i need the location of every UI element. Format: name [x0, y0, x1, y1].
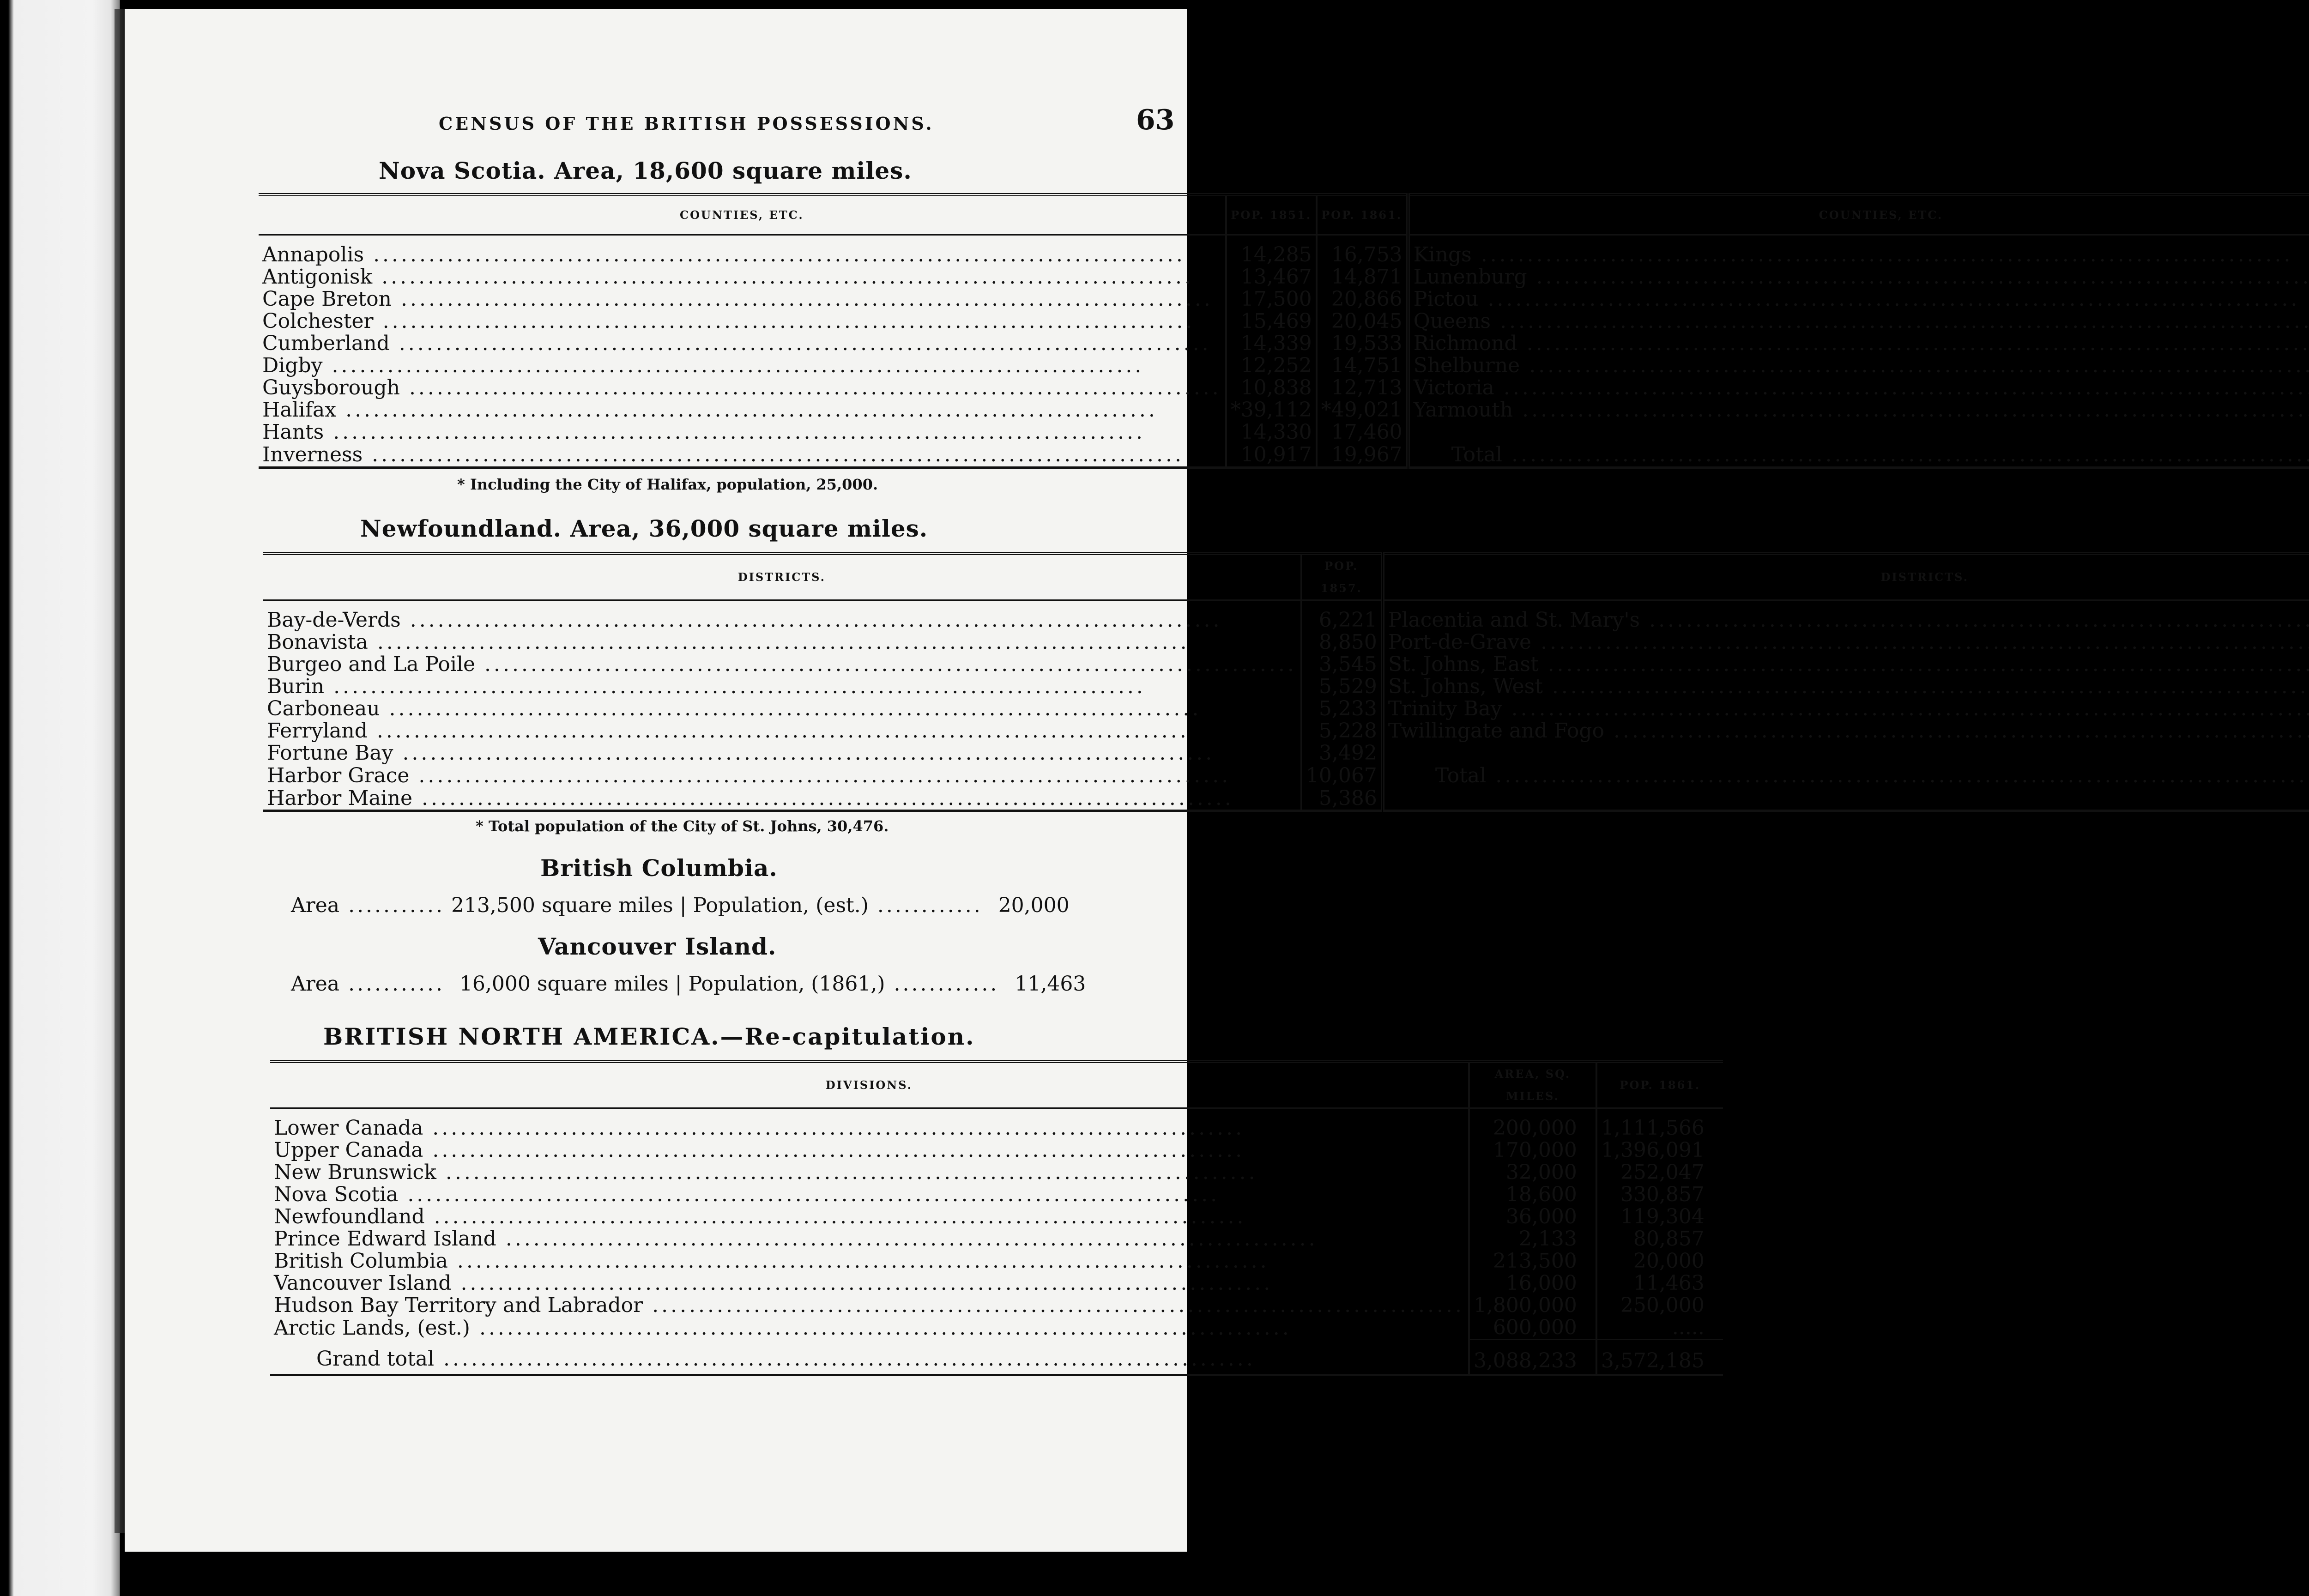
- pop-1851: 10,838: [1226, 377, 1317, 399]
- county-name: Cumberland .....: [259, 332, 1226, 355]
- area-value: 16,000 square miles: [459, 972, 669, 996]
- county-name: Queens .....: [1408, 310, 2309, 332]
- district-name: St. Johns, East .....: [1383, 653, 2309, 676]
- table-row: [263, 609, 2309, 631]
- population-label: Population, (est.) .....: [693, 894, 983, 917]
- division-name: Lower Canada .....: [270, 1117, 1469, 1139]
- county-name: Annapolis .....: [259, 244, 1226, 266]
- british-columbia-area-line: Area ..... 213,500 square miles | Population, (est.) ..... 20,000: [291, 894, 1070, 917]
- pop-1861: 1,111,566: [1596, 1117, 1723, 1139]
- column-header: AREA, SQ. MILES.: [1469, 1062, 1596, 1108]
- column-header: DISTRICTS.: [263, 554, 1301, 600]
- running-title: CENSUS OF THE BRITISH POSSESSIONS.: [439, 113, 934, 134]
- district-name: Trinity Bay .....: [1383, 698, 2309, 720]
- pop-1861: 19,967: [1317, 443, 1408, 467]
- pop-1851: 13,467: [1226, 266, 1317, 288]
- area-sq-miles: 213,500: [1469, 1250, 1596, 1272]
- district-name: Carboneau .....: [263, 698, 1301, 720]
- vancouver-island-title: Vancouver Island.: [538, 933, 777, 960]
- table-row: [259, 244, 2309, 266]
- pop-1851: 12,252: [1226, 355, 1317, 377]
- population-value: 20,000: [998, 894, 1070, 917]
- pop-1857: 6,221: [1301, 609, 1383, 631]
- newfoundland-title: Newfoundland. Area, 36,000 square miles.: [360, 515, 928, 542]
- area-sq-miles: 200,000: [1469, 1117, 1596, 1139]
- pop-1857: 5,529: [1301, 676, 1383, 698]
- pop-1857: 5,228: [1301, 720, 1383, 742]
- county-name: Antigonisk .....: [259, 266, 1226, 288]
- area-label: Area .....: [291, 972, 445, 996]
- district-name: Harbor Maine .....: [263, 787, 1301, 811]
- division-name: Arctic Lands, (est.) .....: [270, 1317, 1469, 1340]
- pop-1857: 3,492: [1301, 742, 1383, 764]
- county-name: Yarmouth .....: [1408, 399, 2309, 421]
- pop-1857: 5,233: [1301, 698, 1383, 720]
- division-name: Hudson Bay Territory and Labrador .....: [270, 1294, 1469, 1317]
- column-header: DIVISIONS.: [270, 1062, 1469, 1108]
- area-sq-miles: 2,133: [1469, 1228, 1596, 1250]
- table-row: [263, 698, 2309, 720]
- area-sq-miles: 18,600: [1469, 1184, 1596, 1206]
- population-label: Population, (1861,) .....: [689, 972, 999, 996]
- pop-1851: 14,330: [1226, 421, 1317, 443]
- pop-1857: 8,850: [1301, 631, 1383, 653]
- grand-total-label: Grand total .....: [270, 1340, 1469, 1375]
- grand-total-pop: 3,572,185: [1596, 1340, 1723, 1375]
- table-row: [270, 1228, 1723, 1250]
- area-sq-miles: 170,000: [1469, 1139, 1596, 1161]
- county-name: Inverness .....: [259, 443, 1226, 467]
- county-name: Shelburne .....: [1408, 355, 2309, 377]
- table-row: [263, 631, 2309, 653]
- district-name: Bay-de-Verds .....: [263, 609, 1301, 631]
- table-row: [259, 332, 2309, 355]
- pop-1861: 19,533: [1317, 332, 1408, 355]
- division-name: Newfoundland .....: [270, 1206, 1469, 1228]
- column-header: POP. 1861.: [1317, 195, 1408, 235]
- pop-1851: *39,112: [1226, 399, 1317, 421]
- table-row: [270, 1184, 1723, 1206]
- district-name: Fortune Bay .....: [263, 742, 1301, 764]
- table-row: [259, 421, 2309, 443]
- district-name: Burgeo and La Poile .....: [263, 653, 1301, 676]
- area-label: Area .....: [291, 894, 445, 917]
- table-row: [259, 355, 2309, 377]
- pop-1861: 20,045: [1317, 310, 1408, 332]
- district-name: Bonavista .....: [263, 631, 1301, 653]
- nova-scotia-table: [259, 193, 2309, 469]
- table-row: [270, 1139, 1723, 1161]
- pop-1861: 20,866: [1317, 288, 1408, 310]
- pop-1851: 10,917: [1226, 443, 1317, 467]
- division-name: Upper Canada .....: [270, 1139, 1469, 1161]
- recapitulation-title: BRITISH NORTH AMERICA.—Re-capitulation.: [323, 1023, 975, 1050]
- district-name: Placentia and St. Mary's .....: [1383, 609, 2309, 631]
- table-row: [270, 1206, 1723, 1228]
- county-name: Lunenburg .....: [1408, 266, 2309, 288]
- pop-1861: 20,000: [1596, 1250, 1723, 1272]
- division-name: Nova Scotia .....: [270, 1184, 1469, 1206]
- pop-1861: 252,047: [1596, 1161, 1723, 1184]
- pop-1861: 17,460: [1317, 421, 1408, 443]
- column-header: DISTRICTS.: [1383, 554, 2309, 600]
- county-name: Halifax .....: [259, 399, 1226, 421]
- newfoundland-table: [263, 552, 2309, 812]
- grand-total-row: [270, 1340, 1723, 1375]
- area-sq-miles: 16,000: [1469, 1272, 1596, 1294]
- pop-1857: 3,545: [1301, 653, 1383, 676]
- county-name: Digby .....: [259, 355, 1226, 377]
- total-label: Total .....: [1408, 443, 2309, 467]
- district-name: Burin .....: [263, 676, 1301, 698]
- column-header: COUNTIES, ETC.: [259, 195, 1226, 235]
- table-row: [259, 266, 2309, 288]
- pop-1861: 14,751: [1317, 355, 1408, 377]
- pop-1861: *49,021: [1317, 399, 1408, 421]
- area-sq-miles: 1,800,000: [1469, 1294, 1596, 1317]
- pop-1861: 11,463: [1596, 1272, 1723, 1294]
- pop-1861: 14,871: [1317, 266, 1408, 288]
- column-header: POP. 1851.: [1226, 195, 1317, 235]
- nova-scotia-title: Nova Scotia. Area, 18,600 square miles.: [379, 157, 912, 184]
- page-header: [439, 104, 1175, 141]
- district-name: Ferryland .....: [263, 720, 1301, 742]
- pop-1851: 14,285: [1226, 244, 1317, 266]
- division-name: New Brunswick .....: [270, 1161, 1469, 1184]
- pop-1861: 80,857: [1596, 1228, 1723, 1250]
- recapitulation-table: [270, 1060, 1723, 1376]
- table-row: [259, 288, 2309, 310]
- table-row: [270, 1117, 1723, 1139]
- pop-1861: .....: [1596, 1317, 1723, 1340]
- book-page: [125, 9, 1969, 1552]
- total-label: Total .....: [1383, 764, 2309, 787]
- pop-1851: 14,339: [1226, 332, 1317, 355]
- table-row: [263, 676, 2309, 698]
- population-value: 11,463: [1015, 972, 1086, 996]
- pop-1861: 16,753: [1317, 244, 1408, 266]
- british-columbia-title: British Columbia.: [540, 854, 778, 882]
- division-name: Prince Edward Island .....: [270, 1228, 1469, 1250]
- division-name: Vancouver Island .....: [270, 1272, 1469, 1294]
- pop-1861: 1,396,091: [1596, 1139, 1723, 1161]
- table-row: [263, 653, 2309, 676]
- pop-1851: 17,500: [1226, 288, 1317, 310]
- area-sq-miles: 600,000: [1469, 1317, 1596, 1340]
- district-name: Harbor Grace .....: [263, 764, 1301, 787]
- county-name: Colchester .....: [259, 310, 1226, 332]
- pop-1861: 119,304: [1596, 1206, 1723, 1228]
- district-name: Port-de-Grave .....: [1383, 631, 2309, 653]
- county-name: Guysborough .....: [259, 377, 1226, 399]
- pop-1857: 5,386: [1301, 787, 1383, 811]
- nova-scotia-footnote: * Including the City of Halifax, population, 25,000.: [457, 476, 878, 493]
- pop-1861: 12,713: [1317, 377, 1408, 399]
- pop-1851: 15,469: [1226, 310, 1317, 332]
- table-row: [270, 1317, 1723, 1340]
- table-row: [263, 720, 2309, 742]
- division-name: British Columbia .....: [270, 1250, 1469, 1272]
- table-row: [270, 1161, 1723, 1184]
- district-name: St. Johns, West .....: [1383, 676, 2309, 698]
- pop-1857: 10,067: [1301, 764, 1383, 787]
- pop-1861: 330,857: [1596, 1184, 1723, 1206]
- table-row: [270, 1272, 1723, 1294]
- table-row: [270, 1294, 1723, 1317]
- table-row: [259, 310, 2309, 332]
- county-name: Richmond .....: [1408, 332, 2309, 355]
- table-row: [259, 443, 2309, 467]
- table-row: [263, 742, 2309, 764]
- newfoundland-footnote: * Total population of the City of St. Johns, 30,476.: [476, 817, 889, 835]
- area-sq-miles: 36,000: [1469, 1206, 1596, 1228]
- page-number: 63: [1136, 104, 1175, 136]
- area-sq-miles: 32,000: [1469, 1161, 1596, 1184]
- vancouver-island-area-line: Area ..... 16,000 square miles | Population, (1861,) ..... 11,463: [291, 972, 1086, 996]
- county-name: Kings .....: [1408, 244, 2309, 266]
- table-row: [259, 377, 2309, 399]
- district-name: Twillingate and Fogo .....: [1383, 720, 2309, 742]
- column-header: COUNTIES, ETC.: [1408, 195, 2309, 235]
- area-value: 213,500 square miles: [451, 894, 673, 917]
- county-name: Hants .....: [259, 421, 1226, 443]
- table-row: [263, 787, 2309, 811]
- county-name: Cape Breton .....: [259, 288, 1226, 310]
- table-row: [270, 1250, 1723, 1272]
- column-header: POP. 1861.: [1596, 1062, 1723, 1108]
- column-header: POP. 1857.: [1301, 554, 1383, 600]
- grand-total-area: 3,088,233: [1469, 1340, 1596, 1375]
- county-name: Pictou .....: [1408, 288, 2309, 310]
- county-name: Victoria .....: [1408, 377, 2309, 399]
- scan-left-margin: [0, 0, 120, 1596]
- pop-1861: 250,000: [1596, 1294, 1723, 1317]
- table-row: [263, 764, 2309, 787]
- table-row: [259, 399, 2309, 421]
